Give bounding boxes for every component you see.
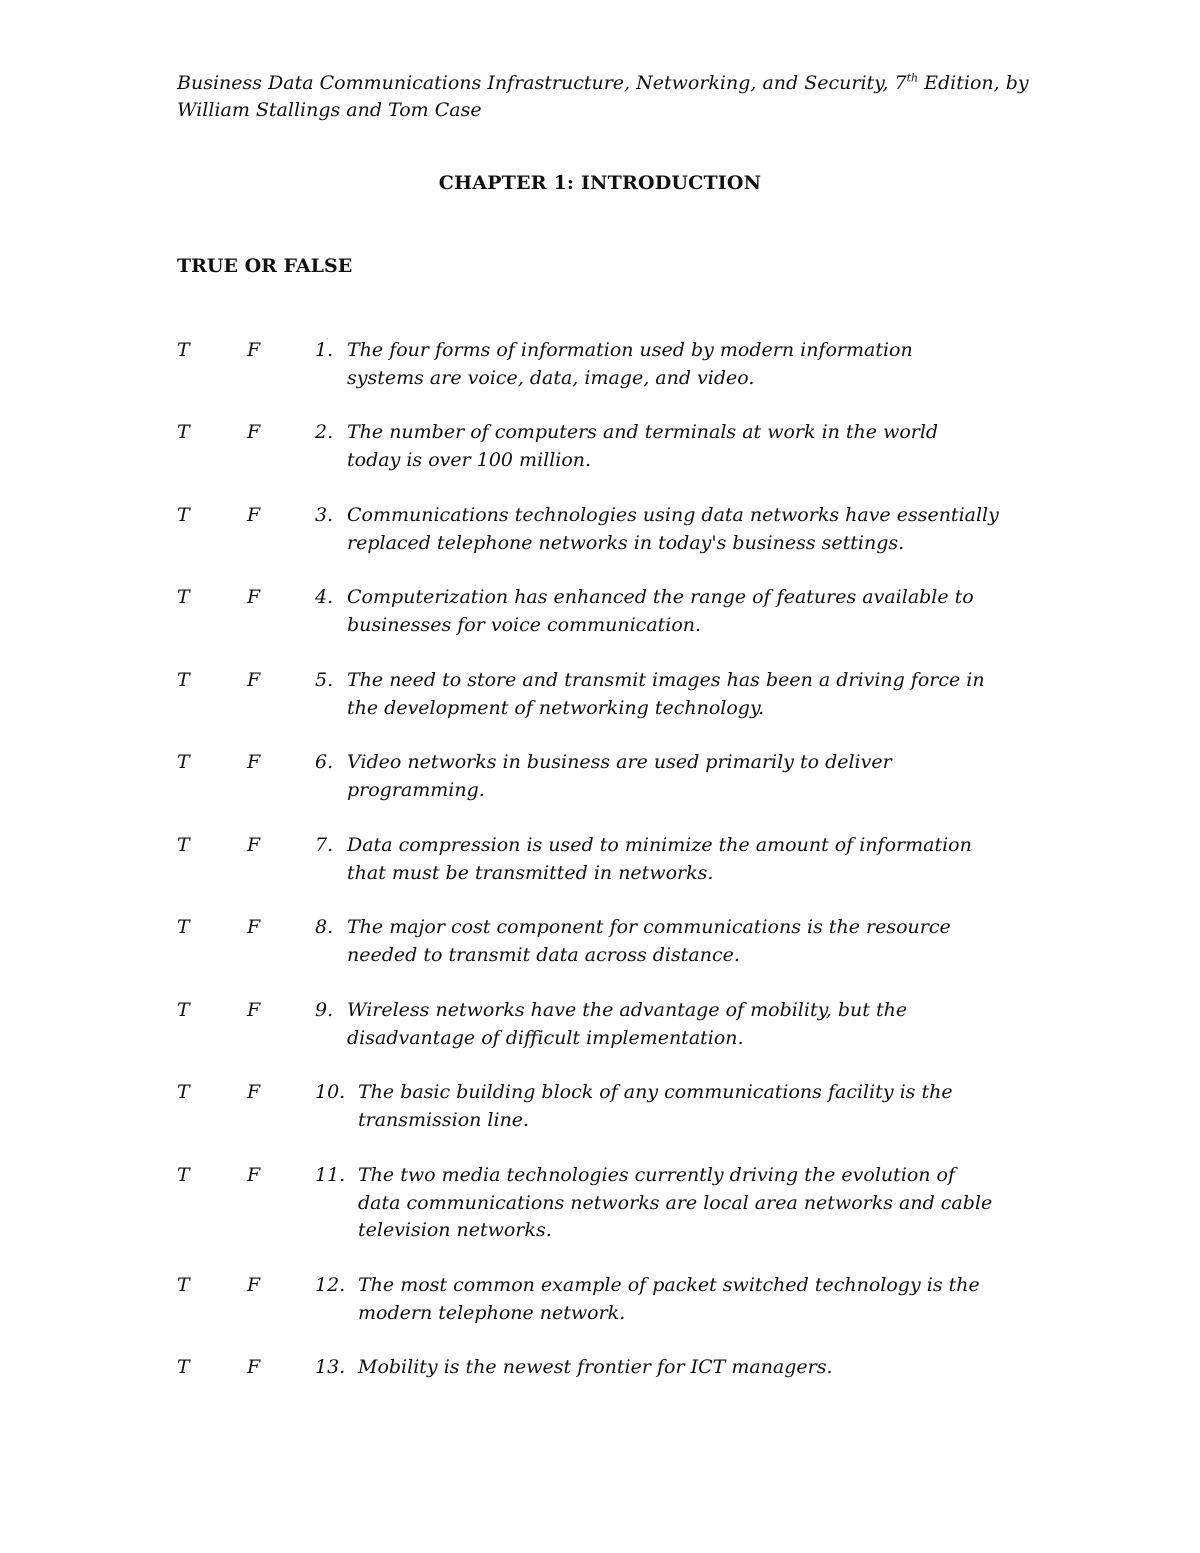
question-text [358,1162,1038,1245]
question-text [347,419,1027,474]
true-option[interactable]: T [177,1164,190,1186]
question-text [347,667,1027,722]
false-option[interactable]: F [247,504,261,526]
question-line: modern telephone network. [358,1301,626,1324]
question-line: Mobility is the newest frontier for ICT managers. [358,1356,833,1378]
true-option[interactable]: T [177,339,190,361]
question-line: Computerization has enhanced the range of features available to [347,586,974,608]
question-line: that must be transmitted in networks. [347,861,714,884]
question-line: today is over 100 million. [347,448,592,471]
false-option[interactable]: F [247,339,261,361]
question-line: television networks. [358,1219,552,1241]
question-line: Wireless networks have the advantage of mobility, but the [347,999,908,1021]
question-text [347,337,1027,392]
question-line: The most common example of packet switched technology is the [358,1274,980,1296]
question-line: Video networks in business are used primarily to deliver [347,751,892,773]
question-line: needed to transmit data across distance. [347,943,740,966]
false-option[interactable]: F [247,916,261,938]
citation-text: Business Data Communications Infrastructure, Networking, and Security, 7 [177,72,907,94]
false-option[interactable]: F [247,999,261,1021]
true-option[interactable]: T [177,916,190,938]
true-option[interactable]: T [177,1081,190,1103]
question-text [358,1079,1038,1134]
true-option[interactable]: T [177,1274,190,1296]
true-option[interactable]: T [177,834,190,856]
citation-superscript: th [906,71,919,85]
true-option[interactable]: T [177,1356,190,1378]
false-option[interactable]: F [247,586,261,608]
question-line: data communications networks are local area networks and cable [358,1191,993,1214]
false-option[interactable]: F [247,751,261,773]
question-text [347,502,1027,557]
question-text [347,914,1027,969]
question-number: 8. [315,916,334,938]
question-number: 2. [315,421,334,443]
question-line: The need to store and transmit images has been a driving force in [347,669,985,691]
question-number: 5. [315,669,334,691]
question-line: systems are voice, data, image, and video. [347,366,755,389]
question-line: programming. [347,778,485,801]
true-option[interactable]: T [177,751,190,773]
question-number: 1. [315,339,334,361]
question-number: 7. [315,834,334,856]
true-option[interactable]: T [177,999,190,1021]
false-option[interactable]: F [247,1356,261,1378]
false-option[interactable]: F [247,421,261,443]
true-option[interactable]: T [177,669,190,691]
true-option[interactable]: T [177,421,190,443]
question-line: Data compression is used to minimize the amount of information [347,834,972,856]
citation-authors: William Stallings and Tom Case [177,99,482,121]
question-line: The two media technologies currently driving the evolution of [358,1164,956,1186]
book-citation [177,70,1057,124]
question-line: The number of computers and terminals at work in the world [347,421,939,443]
question-line: replaced telephone networks in today's business settings. [347,531,905,554]
question-number: 13. [315,1356,346,1378]
question-number: 10. [315,1081,346,1103]
question-number: 6. [315,751,334,773]
false-option[interactable]: F [247,1164,261,1186]
false-option[interactable]: F [247,669,261,691]
question-line: Communications technologies using data networks have essentially [347,504,999,526]
question-line: The four forms of information used by modern information [347,339,913,361]
question-line: The basic building block of any communications facility is the [358,1081,953,1103]
false-option[interactable]: F [247,834,261,856]
question-line: the development of networking technology. [347,696,765,719]
false-option[interactable]: F [247,1274,261,1296]
question-text [347,584,1027,639]
section-heading: TRUE OR FALSE [177,255,353,277]
question-number: 3. [315,504,334,526]
question-line: The major cost component for communications is the resource [347,916,951,938]
question-text [347,997,1027,1052]
question-number: 11. [315,1164,346,1186]
chapter-title: CHAPTER 1: INTRODUCTION [438,172,762,194]
question-text [358,1354,1038,1382]
false-option[interactable]: F [247,1081,261,1103]
question-text [347,749,1027,804]
true-option[interactable]: T [177,504,190,526]
question-text [358,1272,1038,1327]
question-line: transmission line. [358,1108,530,1131]
question-line: businesses for voice communication. [347,613,702,636]
question-number: 4. [315,586,334,608]
question-number: 9. [315,999,334,1021]
true-option[interactable]: T [177,586,190,608]
question-text [347,832,1027,887]
citation-text-end: Edition, by [918,72,1029,94]
question-line: disadvantage of difficult implementation. [347,1026,744,1049]
question-number: 12. [315,1274,346,1296]
